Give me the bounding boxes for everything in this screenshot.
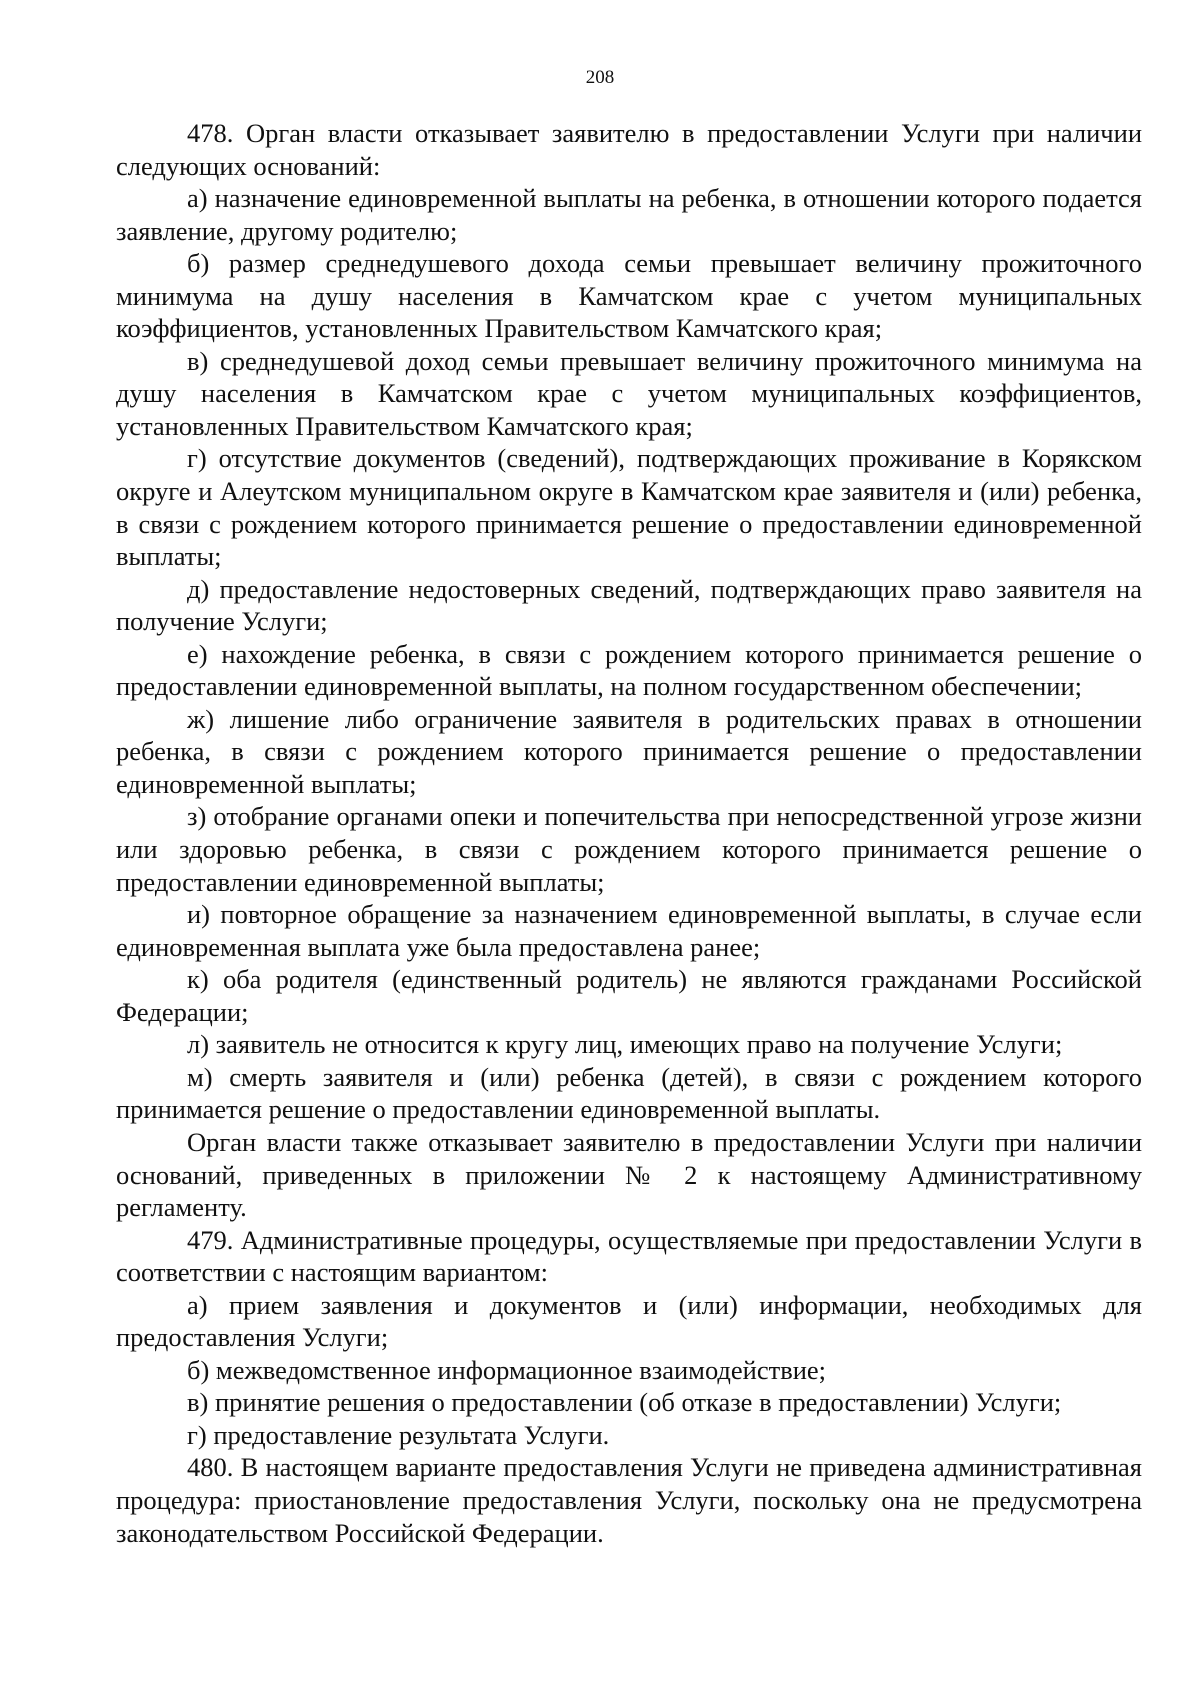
list-item-m: м) смерть заявителя и (или) ребенка (детей), в связи с рождением которого принимается решение о предоставлении единовременной выплаты. — [116, 1061, 1142, 1125]
list-item-d: д) предоставление недостоверных сведений, подтверждающих право заявителя на получение Услуги; — [116, 573, 1142, 637]
list-item-l: л) заявитель не относится к кругу лиц, имеющих право на получение Услуги; — [187, 1029, 1063, 1060]
list-item-e: е) нахождение ребенка, в связи с рождением которого принимается решение о предоставлении единовременной выплаты, на полном государственном обеспечении; — [116, 638, 1142, 702]
document-body — [116, 117, 1142, 1549]
paragraph-478-intro: 478. Орган власти отказывает заявителю в предоставлении Услуги при наличии следующих оснований: — [116, 118, 1142, 181]
paragraph-480: 480. В настоящем варианте предоставления Услуги не приведена административная процедура: приостановление предоставления Услуги, поскольку она не предусмотрена законодательством Российской Федерации. — [116, 1452, 1142, 1548]
list-item-k: к) оба родителя (единственный родитель) не являются гражданами Российской Федерации; — [116, 964, 1142, 1027]
procedure-item-b: б) межведомственное информационное взаимодействие; — [187, 1354, 827, 1385]
list-item-a: а) назначение единовременной выплаты на ребенка, в отношении которого подается заявление, другому родителю; — [116, 183, 1142, 246]
list-item-b: б) размер среднедушевого дохода семьи превышает величину прожиточного минимума на душу населения в Камчатском крае с учетом муниципальных коэффициентов, установленных Правительством Камчатского края; — [116, 248, 1142, 344]
list-item-zh: ж) лишение либо ограничение заявителя в родительских правах в отношении ребенка, в связи с рождением которого принимается решение о предоставлении единовременной выплаты; — [116, 703, 1142, 799]
paragraph-479-intro: 479. Административные процедуры, осуществляемые при предоставлении Услуги в соответствии с настоящим вариантом: — [116, 1224, 1142, 1288]
list-item-z: з) отобрание органами опеки и попечительства при непосредственной угрозе жизни или здоровью ребенка, в связи с рождением которого принимается решение о предоставлении единовременной выплаты; — [116, 801, 1142, 897]
list-item-i: и) повторное обращение за назначением единовременной выплаты, в случае если единовременная выплата уже была предоставлена ранее; — [116, 899, 1142, 962]
procedure-item-v: в) принятие решения о предоставлении (об отказе в предоставлении) Услуги; — [187, 1387, 1062, 1418]
page-number: 208 — [585, 67, 615, 88]
paragraph-appendix-reference: Орган власти также отказывает заявителю в предоставлении Услуги при наличии оснований, приведенных в приложении № 2 к настоящему Административному регламенту. — [116, 1126, 1142, 1223]
procedure-item-a: а) прием заявления и документов и (или) информации, необходимых для предоставления Услуги; — [116, 1289, 1142, 1353]
list-item-v: в) среднедушевой доход семьи превышает величину прожиточного минимума на душу населения в Камчатском крае с учетом муниципальных коэффициентов, установленных Правительством Камчатского края; — [116, 345, 1142, 441]
procedure-item-g: г) предоставление результата Услуги. — [187, 1419, 610, 1450]
list-item-g: г) отсутствие документов (сведений), подтверждающих проживание в Корякском округе и Алеутском муниципальном округе в Камчатском крае заявителя и (или) ребенка, в связи с рождением которого принимается решение о предоставлении единовременной выплаты; — [116, 443, 1142, 572]
